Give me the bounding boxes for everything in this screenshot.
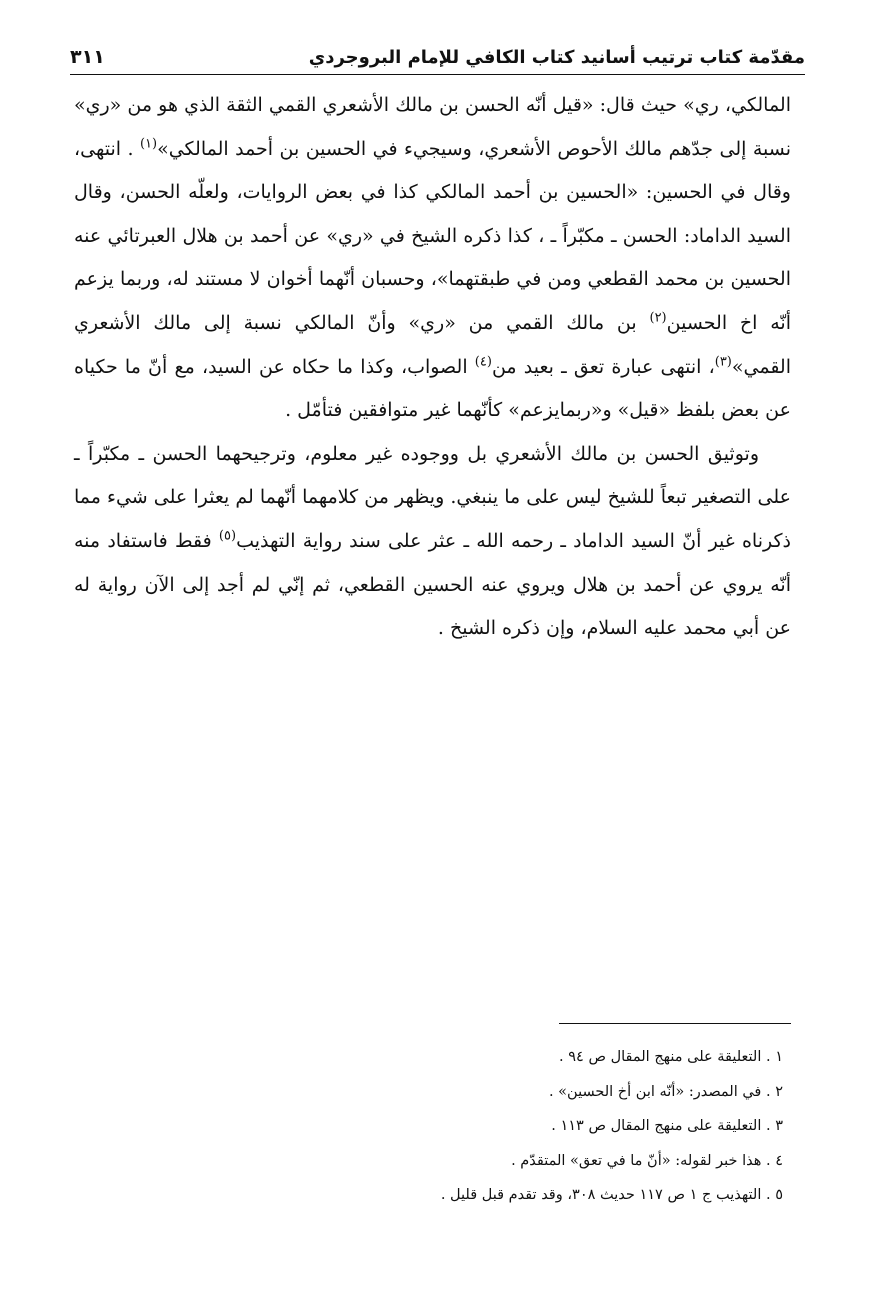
footnote-divider (559, 1023, 791, 1024)
footnotes (74, 1040, 783, 1213)
footnote-ref-4: (٤) (474, 354, 492, 370)
running-header-title: مقدّمة كتاب ترتيب أسانيد كتاب الكافي للإمام البروجردي (308, 47, 805, 68)
footnote-ref-2: (٢) (649, 310, 667, 326)
footnote-ref-1: (١) (139, 136, 158, 152)
footnote-2: ٢ . في المصدر: «أنّه ابن أخ الحسين» . (548, 1083, 783, 1100)
footnote-5: ٥ . التهذيب ج ١ ص ١١٧ حديث ٣٠٨، وقد تقدم قبل قليل . (440, 1187, 783, 1203)
page-number: ٣١١ (70, 46, 105, 68)
footnote-1: ١ . التعليقة على منهج المقال ص ٩٤ . (559, 1049, 783, 1065)
running-header (70, 34, 805, 75)
paragraph-2-segment-2: فقط فاستفاد منه أنّه يروي عن أحمد بن هلال ويروي عنه الحسين القطعي، ثم إنّي لم أجد إلى الآن رواية له عن أبي محمد عليه السلام، وإن ذكره الشيخ . (74, 529, 791, 640)
footnote-4: ٤ . هذا خبر لقوله: «أنّ ما في تعق» المتقدّم . (511, 1152, 783, 1169)
paragraph-2-segment-1: وتوثيق الحسن بن مالك الأشعري بل ووجوده غير معلوم، وترجيحهما الحسن ـ مكبّراً ـ على التصغير تبعاً للشيخ ليس على ما ينبغي. ويظهر من كلامهما أنّهما لم يعثرا على شيء مما ذكرناه غير أنّ السيد الداماد ـ رحمه الله ـ عثر على سند رواية التهذيب (74, 442, 791, 552)
footnote-ref-3: (٣) (714, 354, 732, 370)
paragraph-1-segment-3: بن مالك القمي من «ري» وأنّ المالكي نسبة إلى مالك الأشعري القمي» (74, 311, 791, 378)
paragraph-1-segment-2: . انتهى، وقال في الحسين: «الحسين بن أحمد المالكي كذا في بعض الروايات، ولعلّه الحسن، وقال السيد الداماد: الحسن ـ مكبّراً ـ ، كذا ذكره الشيخ في «ري» عن أحمد بن هلال العبرتائي عنه الحسين بن محمد القطعي ومن في طبقتهما»، وحسبان أنّهما أخوان لا مستند له، وربما يزعم أنّه اخ الحسين (74, 137, 792, 334)
main-text (74, 84, 791, 651)
paragraph-2 (74, 433, 791, 651)
footnote-3: ٣ . التعليقة على منهج المقال ص ١١٣ . (551, 1118, 783, 1134)
paragraph-1-segment-1: المالكي، ري» حيث قال: «قيل أنّه الحسن بن مالك الأشعري القمي الثقة الذي هو من «ري» نسبة إلى جدّهم مالك الأحوص الأشعري، وسيجيء في الحسين بن أحمد المالكي» (74, 94, 791, 160)
paragraph-1-segment-5: الصواب، وكذا ما حكاه عن السيد، مع أنّ ما حكياه عن بعض بلفظ «قيل» و«ربمايزعم» كأنّهما غير متوافقين فتأمّل . (74, 355, 791, 422)
paragraph-1-segment-4: ، انتهى عبارة تعق ـ بعيد من (491, 355, 715, 378)
footnote-ref-5: (٥) (218, 528, 237, 544)
paragraph-1 (74, 84, 791, 433)
